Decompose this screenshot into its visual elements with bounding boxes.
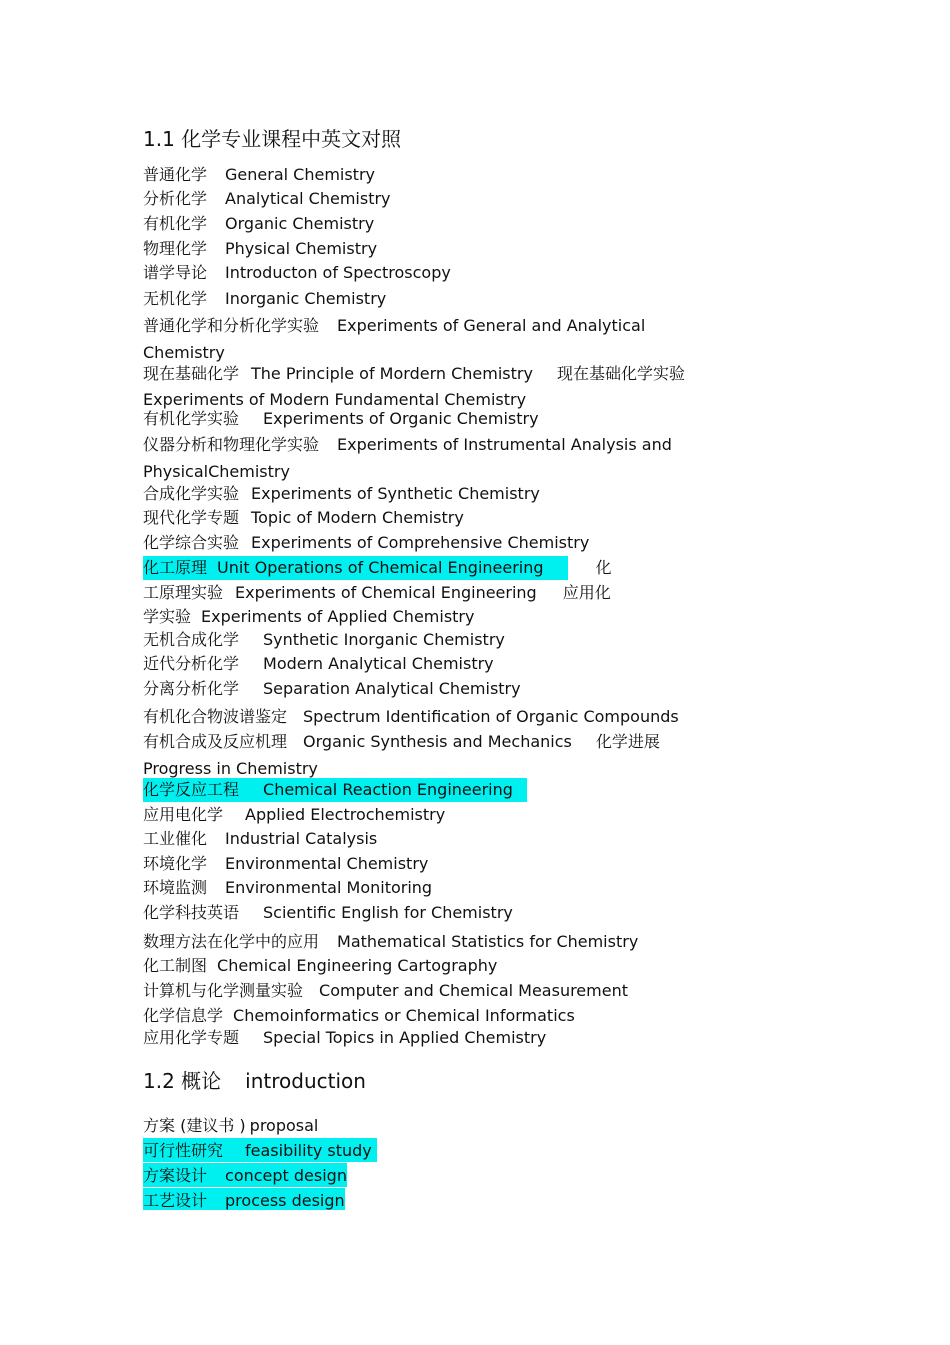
list-item: 学实验 Experiments of Applied Chemistry: [143, 607, 475, 626]
list-item: 数理方法在化学中的应用 Mathematical Statistics for Chemistry: [143, 932, 639, 951]
section-heading-1-2: 1.2 概论 introduction: [143, 1069, 366, 1093]
list-item: 方案 (建议书 ) proposal: [143, 1116, 319, 1135]
list-item: 有机合成及反应机理 Organic Synthesis and Mechanics 化学进展: [143, 732, 660, 751]
list-item: Chemistry: [143, 343, 225, 362]
list-item: 谱学导论 Introducton of Spectroscopy: [143, 263, 451, 282]
list-item: 分离分析化学 Separation Analytical Chemistry: [143, 679, 521, 698]
list-item: 化工制图 Chemical Engineering Cartography: [143, 956, 498, 975]
list-item: Progress in Chemistry: [143, 759, 318, 778]
list-item: 化学反应工程 Chemical Reaction Engineering: [143, 780, 513, 799]
list-item: 物理化学 Physical Chemistry: [143, 239, 378, 258]
list-item: 化学科技英语 Scientific English for Chemistry: [143, 903, 513, 922]
list-item: 有机化合物波谱鉴定 Spectrum Identification of Organic Compounds: [143, 707, 679, 726]
section-heading-1-1: 1.1 化学专业课程中英文对照: [143, 127, 402, 151]
list-item: 现代化学专题 Topic of Modern Chemistry: [143, 508, 464, 527]
list-item: 现在基础化学 The Principle of Mordern Chemistry 现在基础化学实验: [143, 364, 685, 383]
list-item: 无机合成化学 Synthetic Inorganic Chemistry: [143, 630, 505, 649]
list-item: 工原理实验 Experiments of Chemical Engineering 应用化: [143, 583, 611, 602]
list-item: Experiments of Modern Fundamental Chemistry: [143, 390, 527, 409]
list-item: 近代分析化学 Modern Analytical Chemistry: [143, 654, 494, 673]
list-item: 无机化学 Inorganic Chemistry: [143, 289, 387, 308]
list-item: 化学综合实验 Experiments of Comprehensive Chemistry: [143, 533, 590, 552]
list-item: 化工原理 Unit Operations of Chemical Engineering 化: [143, 558, 612, 577]
list-item: 可行性研究 feasibility study: [143, 1141, 372, 1160]
list-item: 仪器分析和物理化学实验 Experiments of Instrumental Analysis and: [143, 435, 672, 454]
list-item: 工业催化 Industrial Catalysis: [143, 829, 378, 848]
list-item: 有机化学 Organic Chemistry: [143, 214, 375, 233]
list-item: 环境化学 Environmental Chemistry: [143, 854, 429, 873]
list-item: 合成化学实验 Experiments of Synthetic Chemistry: [143, 484, 540, 503]
list-item: 化学信息学 Chemoinformatics or Chemical Informatics: [143, 1006, 575, 1025]
list-item: 方案设计 concept design: [143, 1166, 347, 1185]
list-item: 环境监测 Environmental Monitoring: [143, 878, 433, 897]
list-item: 应用电化学 Applied Electrochemistry: [143, 805, 446, 824]
list-item: 应用化学专题 Special Topics in Applied Chemistry: [143, 1028, 547, 1047]
list-item: 普通化学和分析化学实验 Experiments of General and Analytical: [143, 316, 646, 335]
list-item: 分析化学 Analytical Chemistry: [143, 189, 391, 208]
list-item: 有机化学实验 Experiments of Organic Chemistry: [143, 409, 539, 428]
list-item: 计算机与化学测量实验 Computer and Chemical Measurement: [143, 981, 628, 1000]
list-item: PhysicalChemistry: [143, 462, 290, 481]
list-item: 普通化学 General Chemistry: [143, 165, 375, 184]
list-item: 工艺设计 process design: [143, 1191, 345, 1210]
